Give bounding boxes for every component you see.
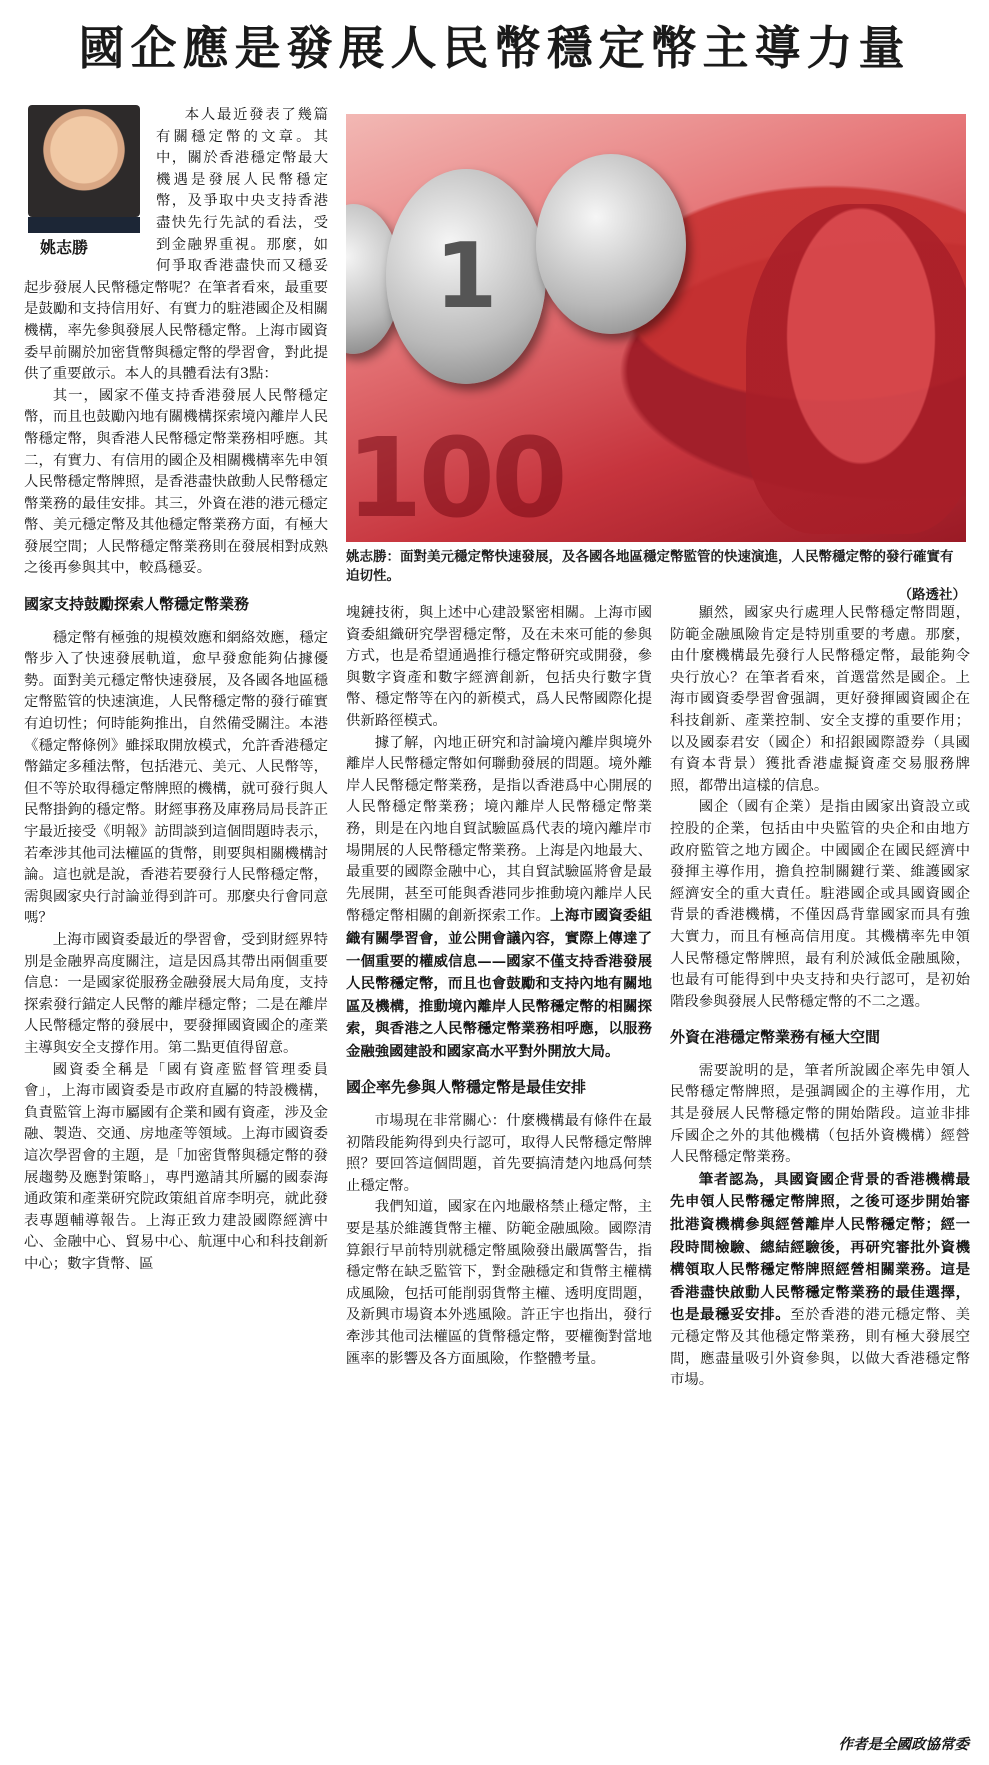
- article-column-3: [670, 603, 970, 1758]
- emphasis-text: 筆者認為，具國資國企背景的香港機構最先申領人民幣穩定幣牌照，之後可逐步開始審批港資機構參與經營離岸人民幣穩定幣；經一段時間檢驗、總結經驗後，再研究審批外資機構領取人民幣穩定幣牌照經營相關業務。這是香港盡快啟動人民幣穩定幣業務的最佳選擇，也是最穩妥安排。: [670, 1170, 970, 1324]
- section-heading: 外資在港穩定幣業務有極大空間: [670, 1028, 881, 1047]
- author-credit: 作者是全國政協常委: [838, 1737, 969, 1753]
- section-heading: 國家支持鼓勵探索人幣穩定幣業務: [24, 595, 250, 614]
- paragraph: 國企（國有企業）是指由國家出資設立或控股的企業，包括由中央監管的央企和由地方政府監管之地方國企。中國國企在國民經濟中發揮主導作用，擔負控制關鍵行業、維護國家經濟安全的重大責任。駐港國企或具國資國企背景的香港機構，不僅因爲背靠國家而具有強大實力，而且有極高信用度。其機構率先申領人民幣穩定幣牌照，最有利於減低金融風險，也最有可能得到中央支持和央行認可，是初始階段參與發展人民幣穩定幣的不二之選。: [670, 799, 970, 1010]
- article-photo: [346, 114, 966, 542]
- paragraph: 顯然，國家央行處理人民幣穩定幣問題，防範金融風險肯定是特別重要的考慮。那麼，由什麼機構最先發行人民幣穩定幣，最能夠令央行放心？在筆者看來，首選當然是國企。上海市國資委學習會强調，更好發揮國資國企在科技創新、產業控制、安全支撐的重要作用；以及國泰君安（國企）和招銀國際證券（具國有資本背景）獲批香港虛擬資產交易服務牌照，都帶出這樣的信息。: [670, 605, 970, 794]
- emphasis-text: 上海市國資委組織有關學習會，並公開會議內容，實際上傳達了一個重要的權威信息——國家不僅支持香港發展人民幣穩定幣，而且也會鼓勵和支持內地有關地區及機構，推動境內離岸人民幣穩定幣的相關探索，與香港之人民幣穩定幣業務相呼應，以服務金融強國建設和國家高水平對外開放大局。: [346, 907, 652, 1060]
- section-heading: 國企率先參與人幣穩定幣是最佳安排: [346, 1078, 587, 1097]
- banknote-value: 100: [346, 414, 564, 542]
- paragraph: 筆者認為，具國資國企背景的香港機構最先申領人民幣穩定幣牌照，之後可逐步開始審批港資機構參與經營離岸人民幣穩定幣；經一段時間檢驗、總結經驗後，再研究審批外資機構領取人民幣穩定幣牌照經營相關業務。這是香港盡快啟動人民幣穩定幣業務的最佳選擇，也是最穩妥安排。至於香港的港元穩定幣、美元穩定幣及其他穩定幣業務，則有極大發展空間，應盡量吸引外資參與，以做大香港穩定幣市場。: [670, 1170, 970, 1389]
- paragraph: 塊鏈技術，與上述中心建設緊密相關。上海市國資委組織研究學習穩定幣，及在未來可能的參與方式，也是希望通過推行穩定幣研究或開發，參與數字資產和數字經濟創新，包括央行數字貨幣、穩定幣等在內的新模式，爲人民幣國際化提供新路徑模式。: [346, 605, 652, 729]
- paragraph: 其一，國家不僅支持香港發展人民幣穩定幣，而且也鼓勵內地有關機構探索境內離岸人民幣穩定幣，與香港人民幣穩定幣業務相呼應。其二，有實力、有信用的國企及相關機構率先申領人民幣穩定幣牌照，是香港盡快啟動人民幣穩定幣業務的最佳安排。其三，外資在港的港元穩定幣、美元穩定幣及其他穩定幣業務方面，有極大發展空間；人民幣穩定幣業務則在發展相對成熟之後再參與其中，較爲穩妥。: [24, 387, 328, 577]
- article-column-1: [24, 105, 328, 1727]
- paragraph: 本人最近發表了幾篇有關穩定幣的文章。其中，關於香港穩定幣最大機遇是發展人民幣穩定幣，及爭取中央支持香港盡快先行先試的看法，受到金融界重視。那麼，如何爭取香港盡快而又穩妥起步發展人民幣穩定幣呢？在筆者看來，最重要是鼓勵和支持信用好、有實力的駐港國企及相關機構，率先參與發展人民幣穩定幣。上海市國資委早前關於加密貨幣與穩定幣的學習會，對此提供了重要啟示。本人的具體看法有3點：: [24, 107, 328, 383]
- photo-credit: （路透社）: [898, 587, 966, 603]
- paragraph: 市場現在非常關心：什麼機構最有條件在最初階段能夠得到央行認可，取得人民幣穩定幣牌照？要回答這個問題，首先要搞清楚內地爲何禁止穩定幣。: [346, 1113, 652, 1194]
- photo-caption: [346, 548, 966, 605]
- coin: [536, 154, 686, 334]
- author-name: 姚志勝: [40, 238, 89, 257]
- author-photo: [24, 105, 144, 260]
- article-column-2: [346, 603, 652, 1727]
- paragraph: 國資委全稱是「國有資產監督管理委員會」，上海市國資委是市政府直屬的特設機構，負責監管上海市屬國有企業和國有資產，涉及金融、製造、交通、房地產等領域。上海市國資委這次學習會的主題，是「加密貨幣與穩定幣的發展趨勢及應對策略」，專門邀請其所屬的國泰海通政策和產業研究院政策組首席李明亮，就此發表專題輔導報告。上海正致力建設國際經濟中心、金融中心、貿易中心、航運中心和科技創新中心；數字貨幣、區: [24, 1061, 328, 1272]
- banknote-portrait: [746, 204, 966, 534]
- author-portrait: [28, 105, 140, 217]
- paragraph: 穩定幣有極強的規模效應和網絡效應，穩定幣步入了快速發展軌道，愈早發愈能夠佔據優勢。面對美元穩定幣快速發展，及各國各地區穩定幣監管的快速演進，人民幣穩定幣的發行確實有迫切性；何時能夠推出，自然備受關注。本港《穩定幣條例》雖採取開放模式，允許香港穩定幣錨定多種法幣，包括港元、美元、人民幣等，但不等於取得穩定幣牌照的機構，就可發行與人民幣掛鉤的穩定幣。財經事務及庫務局局長許正宇最近接受《明報》訪問談到這個問題時表示，若牽涉其他司法權區的貨幣，則要與相關機構討論。這也就是說，香港若要發行人民幣穩定幣，需與國家央行討論並得到許可。那麼央行會同意嗎？: [24, 629, 328, 927]
- headline: 國企應是發展人民幣穩定幣主導力量: [78, 21, 911, 75]
- coin: 1: [386, 169, 546, 384]
- paragraph: 我們知道，國家在內地嚴格禁止穩定幣，主要是基於維護貨幣主權、防範金融風險。國際清算銀行早前特別就穩定幣風險發出嚴厲警告，指穩定幣在缺乏監管下，對金融穩定和貨幣主權構成風險，包括可能削弱貨幣主權、透明度問題，及新興市場資本外逃風險。許正宇也指出，發行牽涉其他司法權區的貨幣穩定幣，要權衡對當地匯率的影響及各方面風險，作整體考量。: [346, 1199, 652, 1367]
- paragraph: 需要說明的是，筆者所說國企率先申領人民幣穩定幣牌照，是强調國企的主導作用，尤其是發展人民幣穩定幣的開始階段。這並非排斥國企之外的其他機構（包括外資機構）經營人民幣穩定幣業務。: [670, 1062, 970, 1166]
- paragraph: 據了解，內地正研究和討論境內離岸與境外離岸人民幣穩定幣如何聯動發展的問題。境外離岸人民幣穩定幣業務，是指以香港爲中心開展的人民幣穩定幣業務；境內離岸人民幣穩定幣業務，則是在內地自貿試驗區爲代表的境內離岸市場開展的人民幣穩定幣業務。上海是內地最大、最重要的國際金融中心，其自貿試驗區將會是最先展開，甚至可能與香港同步推動境內離岸人民幣穩定幣相關的創新探索工作。上海市國資委組織有關學習會，並公開會議內容，實際上傳達了一個重要的權威信息——國家不僅支持香港發展人民幣穩定幣，而且也會鼓勵和支持內地有關地區及機構，推動境內離岸人民幣穩定幣的相關探索，與香港之人民幣穩定幣業務相呼應，以服務金融強國建設和國家高水平對外開放大局。: [346, 734, 652, 1060]
- caption-text: 姚志勝：面對美元穩定幣快速發展，及各國各地區穩定幣監管的快速演進，人民幣穩定幣的發行確實有迫切性。: [346, 549, 954, 584]
- paragraph: 上海市國資委最近的學習會，受到財經界特別是金融界高度關注，這是因爲其帶出兩個重要信息：一是國家從服務金融發展大局角度，支持探索發行錨定人民幣的離岸穩定幣；二是在離岸人民幣穩定幣的發展中，要發揮國資國企的產業主導與安全支撐作用。第二點更值得留意。: [24, 931, 328, 1056]
